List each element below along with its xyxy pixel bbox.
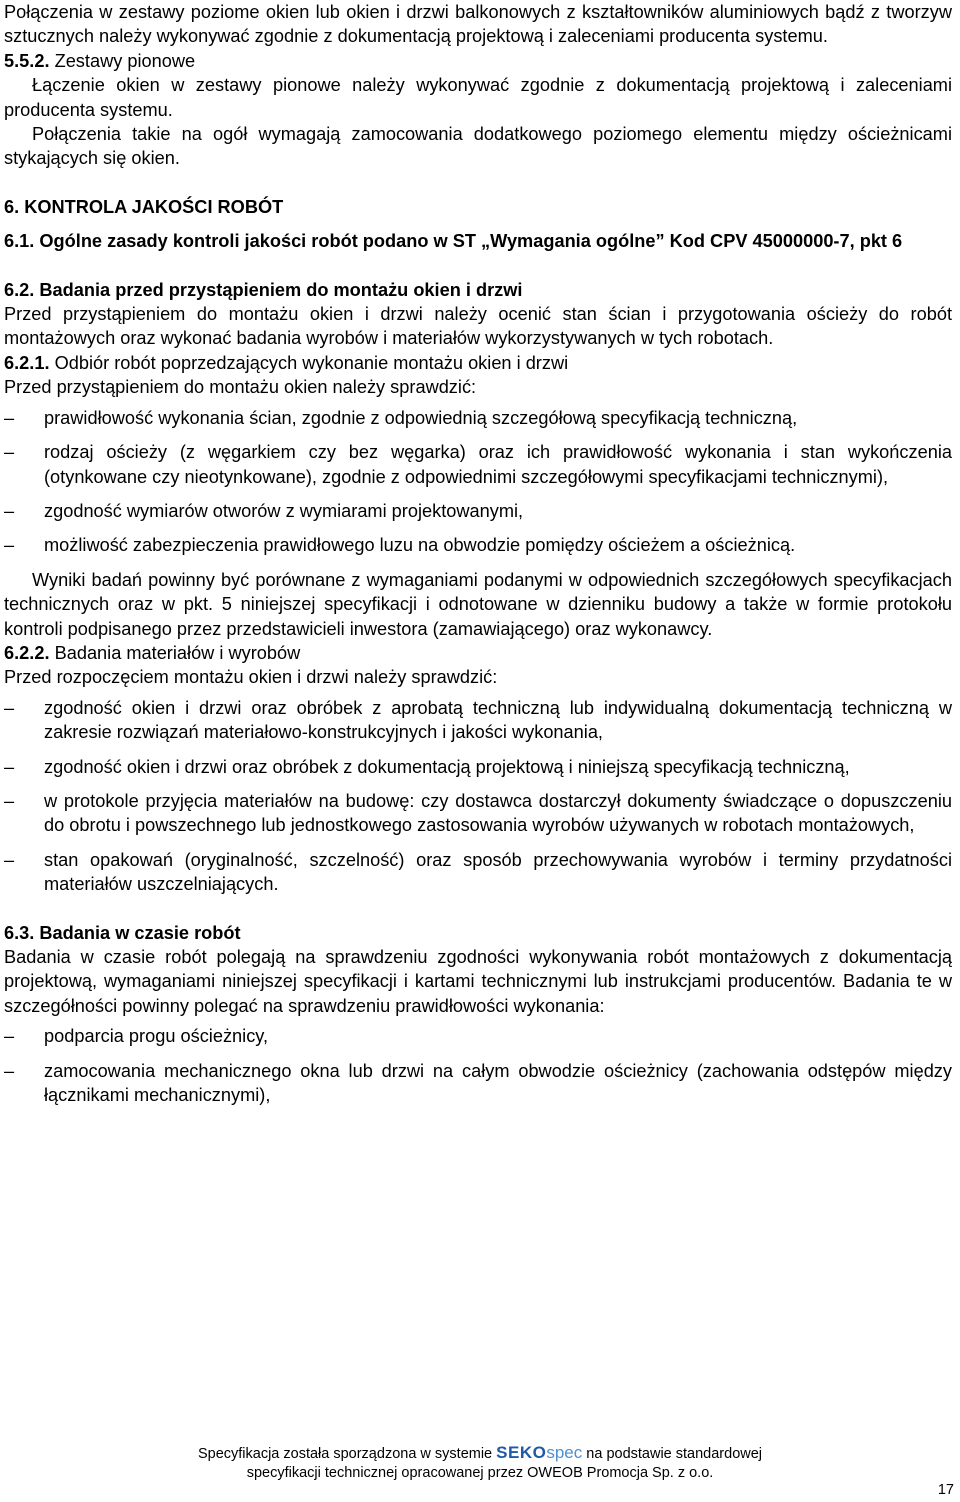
footer-text-pre: Specyfikacja została sporządzona w systemie xyxy=(197,1446,493,1462)
footer-line-2: specyfikacji technicznej opracowanej przez OWEOB Promocja Sp. z o.o. xyxy=(246,1465,714,1481)
heading-6-2-1 xyxy=(4,351,952,375)
paragraph-vertical-sets: Łączenie okien w zestawy pionowe należy wykonywać zgodnie z dokumentacją projektową i zaleceniami producenta systemu. xyxy=(4,75,952,120)
heading-5-5-2 xyxy=(4,49,952,73)
dash-bullet: – xyxy=(4,756,15,777)
heading-6-1-text: Ogólne zasady kontroli jakości robót podano w ST „Wymagania ogólne” Kod CPV 45000000-7, pkt 6 xyxy=(39,231,903,252)
paragraph-connections: Połączenia takie na ogół wymagają zamocowania dodatkowego poziomego elementu między ościeżnicami stykających się okien. xyxy=(4,124,952,169)
dash-bullet: – xyxy=(4,407,15,428)
list-item: – zgodność wymiarów otworów z wymiarami projektowanymi, xyxy=(4,499,952,523)
heading-5-5-2-number: 5.5.2. xyxy=(4,50,50,71)
heading-6-2-1-title: Odbiór robót poprzedzających wykonanie montażu okien i drzwi xyxy=(54,352,569,373)
dash-bullet: – xyxy=(4,849,15,870)
heading-6-2-number: 6.2. xyxy=(4,279,35,300)
paragraph-horizontal-sets: Połączenia w zestawy poziome okien lub okien i drzwi balkonowych z kształtowników aluminiowych bądź z tworzyw sztucznych należy wykonywać zgodnie z dokumentacją projektową i zaleceniami producenta systemu. xyxy=(4,2,952,47)
heading-6-2-1-number: 6.2.1. xyxy=(4,352,50,373)
check-list-1 xyxy=(4,406,952,558)
paragraph-check-intro-1: Przed przystąpieniem do montażu okien należy sprawdzić: xyxy=(4,377,477,398)
page-footer xyxy=(0,1443,960,1483)
list-item: – w protokole przyjęcia materiałów na budowę: czy dostawca dostarczył dokumenty świadczące o dopuszczeniu do obrotu i powszechnego lub jednostkowego zastosowania wyrobów używanych w robotach montażowych, xyxy=(4,790,952,836)
page-number: 17 xyxy=(937,1482,954,1498)
dash-bullet: – xyxy=(4,790,15,811)
heading-6-1 xyxy=(4,229,952,253)
footer-text-post: na podstawie standardowej xyxy=(586,1446,763,1462)
paragraph-before-installation: Przed przystąpieniem do montażu okien i drzwi należy ocenić stan ścian i przygotowania ościeży do robót montażowych oraz wykonać badania wyrobów i materiałów wykorzystywanych w tych robotach. xyxy=(4,304,952,349)
list-item: – prawidłowość wykonania ścian, zgodnie z odpowiednią szczegółową specyfikacją techniczną, xyxy=(4,406,952,430)
heading-6-2 xyxy=(4,278,952,302)
list-item: – stan opakowań (oryginalność, szczelność) oraz sposób przechowywania wyrobów i terminy przydatności materiałów uszczelniających. xyxy=(4,849,952,895)
dash-bullet: – xyxy=(4,500,15,521)
heading-6-2-2-number: 6.2.2. xyxy=(4,642,50,663)
dash-bullet: – xyxy=(4,535,15,556)
heading-6-3 xyxy=(4,921,952,945)
list-item: – zgodność okien i drzwi oraz obróbek z dokumentacją projektową i niniejszą specyfikacją techniczną, xyxy=(4,755,952,779)
list-item: – podparcia progu ościeżnicy, xyxy=(4,1024,952,1048)
check-list-2 xyxy=(4,696,952,897)
sekospec-logo: SEKOspec xyxy=(496,1443,583,1462)
paragraph-results: Wyniki badań powinny być porównane z wymaganiami podanymi w odpowiednich szczegółowych specyfikacjach technicznych oraz w pkt. 5 niniejszej specyfikacji i odnotowane w dzienniku budowy a także w formie protokołu kontroli podpisanego przez przedstawicieli inwestora (zamawiającego) oraz wykonawcy. xyxy=(4,569,952,639)
heading-6-1-number: 6.1. xyxy=(4,231,35,252)
dash-bullet: – xyxy=(4,697,15,718)
heading-6-3-number: 6.3. xyxy=(4,922,35,943)
list-item: – możliwość zabezpieczenia prawidłowego luzu na obwodzie pomiędzy ościeżem a ościeżnicą. xyxy=(4,533,952,557)
heading-6-2-2-title: Badania materiałów i wyrobów xyxy=(54,642,301,663)
list-item: – zgodność okien i drzwi oraz obróbek z aprobatą techniczną lub indywidualną dokumentacją techniczną w zakresie rozwiązań materiałowo-konstrukcyjnych i jakości wykonania, xyxy=(4,697,952,743)
footer-line-1 xyxy=(0,1443,960,1464)
heading-6-2-2 xyxy=(4,641,952,665)
paragraph-check-intro-2: Przed rozpoczęciem montażu okien i drzwi należy sprawdzić: xyxy=(4,667,498,688)
dash-bullet: – xyxy=(4,442,15,463)
check-list-3 xyxy=(4,1024,952,1107)
dash-bullet: – xyxy=(4,1060,15,1081)
heading-5-5-2-title: Zestawy pionowe xyxy=(54,50,196,71)
list-item: – zamocowania mechanicznego okna lub drzwi na całym obwodzie ościeżnicy (zachowania odstępów między łącznikami mechanicznymi), xyxy=(4,1060,952,1106)
paragraph-during-works: Badania w czasie robót polegają na sprawdzeniu zgodności wykonywania robót montażowych z dokumentacją projektową, wymaganiami niniejszej specyfikacji i kartami technicznymi lub instrukcjami producentów. Badania te w szczegółności powinny polegać na sprawdzeniu prawidłowości wykonania: xyxy=(4,947,952,1016)
heading-6: 6. KONTROLA JAKOŚCI ROBÓT xyxy=(4,196,284,217)
list-item: – rodzaj ościeży (z węgarkiem czy bez węgarka) oraz ich prawidłowość wykonania i stan wykończenia (otynkowane czy nieotynkowane), zgodnie z odpowiednimi szczegółowymi specyfikacjami technicznymi), xyxy=(4,442,952,487)
heading-6-3-text: Badania w czasie robót xyxy=(39,922,241,943)
dash-bullet: – xyxy=(4,1026,15,1047)
document-page xyxy=(4,0,952,1107)
heading-6-2-text: Badania przed przystąpieniem do montażu okien i drzwi xyxy=(39,279,523,300)
